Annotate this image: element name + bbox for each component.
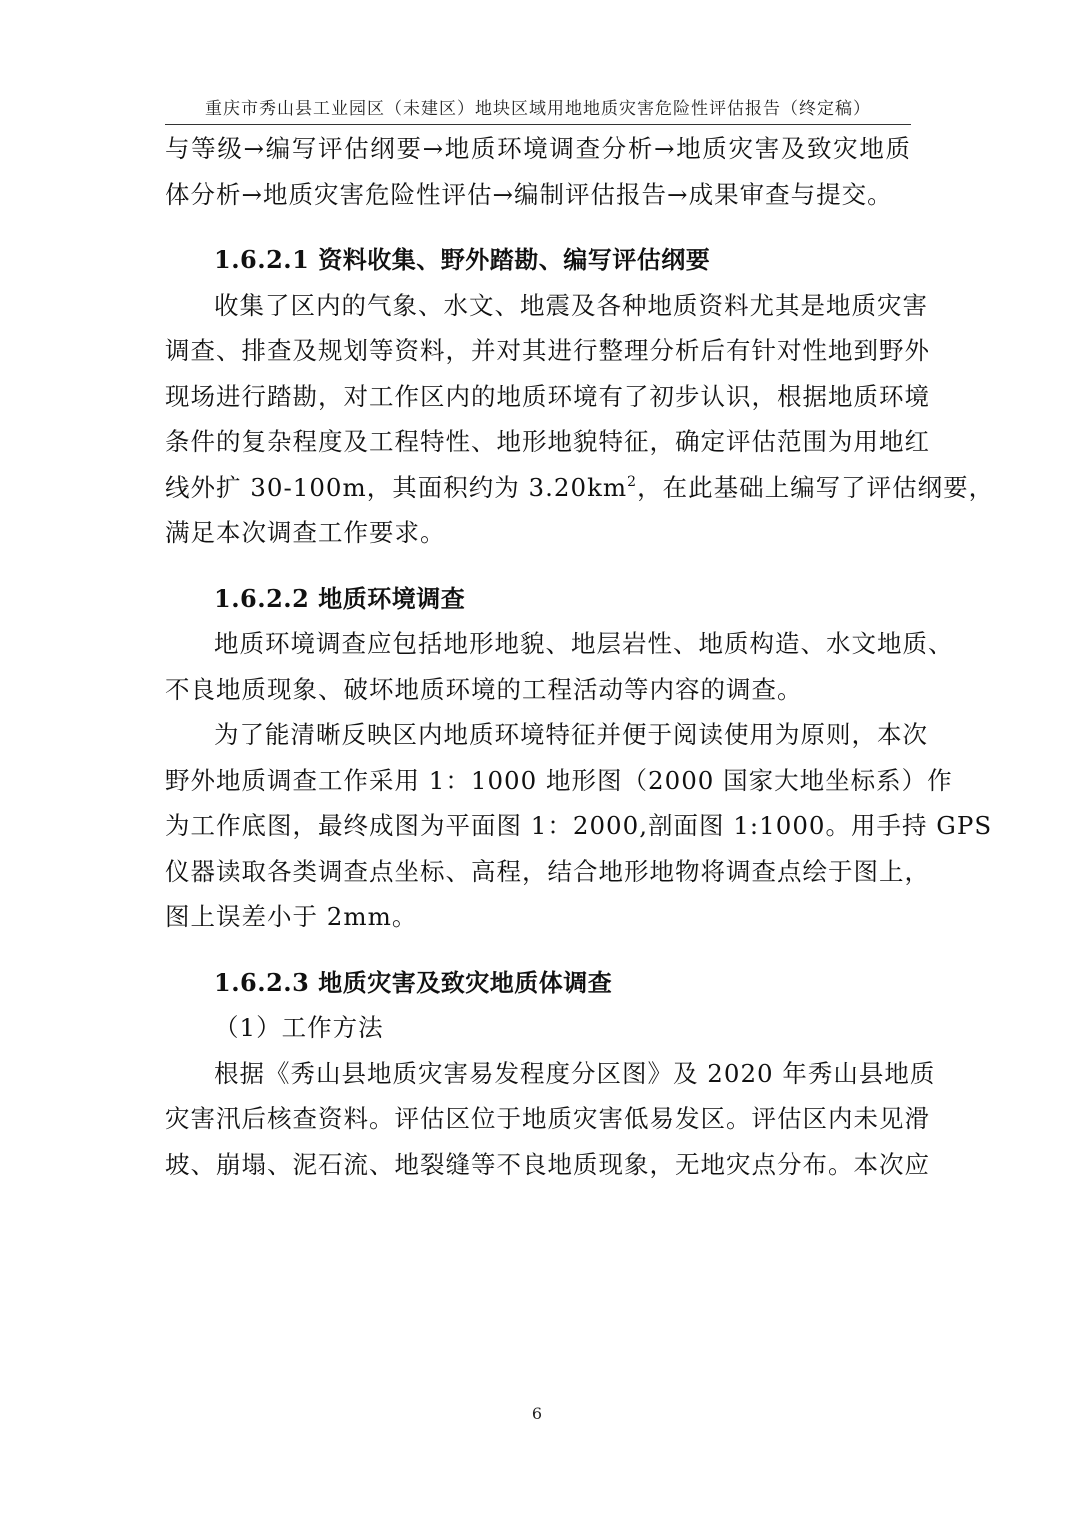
paragraph-line: 与等级→编写评估纲要→地质环境调查分析→地质灾害及致灾地质: [165, 134, 911, 163]
paragraph-line: 仪器读取各类调查点坐标、高程，结合地形地物将调查点绘于图上，: [165, 856, 930, 886]
area-superscript: 2: [627, 473, 638, 490]
paragraph-line: 收集了区内的气象、水文、地震及各种地质资料尤其是地质灾害: [214, 290, 928, 320]
document-body: [165, 126, 995, 1187]
section-heading-1-6-2-1: 1.6.2.1 资料收集、野外踏勘、编写评估纲要: [214, 245, 711, 274]
subheading-work-method: （1）工作方法: [214, 1013, 384, 1042]
paragraph-line: 地质环境调查应包括地形地貌、地层岩性、地质构造、水文地质、: [214, 629, 954, 658]
paragraph-line: 为工作底图，最终成图为平面图 1：2000,剖面图 1:1000。用手持 GPS: [165, 811, 993, 840]
area-text: 线外扩 30-100m，其面积约为 3.20km: [165, 472, 628, 502]
area-text-post: ，在此基础上编写了评估纲要，: [637, 472, 995, 502]
paragraph-line: 满足本次调查工作要求。: [165, 518, 446, 547]
section-heading-1-6-2-3: 1.6.2.3 地质灾害及致灾地质体调查: [214, 967, 613, 997]
page-header: 重庆市秀山县工业园区（未建区）地块区域用地地质灾害危险性评估报告（终定稿）: [205, 99, 871, 119]
paragraph-line: 灾害汛后核查资料。评估区位于地质灾害低易发区。评估区内未见滑: [165, 1104, 930, 1133]
paragraph-line: 野外地质调查工作采用 1：1000 地形图（2000 国家大地坐标系）作: [165, 765, 953, 795]
paragraph-line: 体分析→地质灾害危险性评估→编制评估报告→成果审查与提交。: [165, 179, 893, 209]
paragraph-line-area: [165, 465, 995, 511]
page-number: 6: [531, 1404, 543, 1423]
paragraph-line: 根据《秀山县地质灾害易发程度分区图》及 2020 年秀山县地质: [214, 1058, 936, 1088]
paragraph-line: 现场进行踏勘，对工作区内的地质环境有了初步认识，根据地质环境: [165, 381, 930, 411]
section-heading-1-6-2-2: 1.6.2.2 地质环境调查: [214, 583, 466, 613]
paragraph-line: 为了能清晰反映区内地质环境特征并便于阅读使用为原则，本次: [214, 720, 928, 749]
paragraph-line: 坡、崩塌、泥石流、地裂缝等不良地质现象，无地灾点分布。本次应: [165, 1149, 930, 1179]
paragraph-line: 图上误差小于 2mm。: [165, 902, 418, 931]
header-divider: [165, 124, 911, 125]
paragraph-line: 条件的复杂程度及工程特性、地形地貌特征，确定评估范围为用地红: [165, 427, 930, 456]
paragraph-line: 不良地质现象、破坏地质环境的工程活动等内容的调查。: [165, 674, 803, 704]
paragraph-line: 调查、排查及规划等资料，并对其进行整理分析后有针对性地到野外: [165, 336, 930, 365]
